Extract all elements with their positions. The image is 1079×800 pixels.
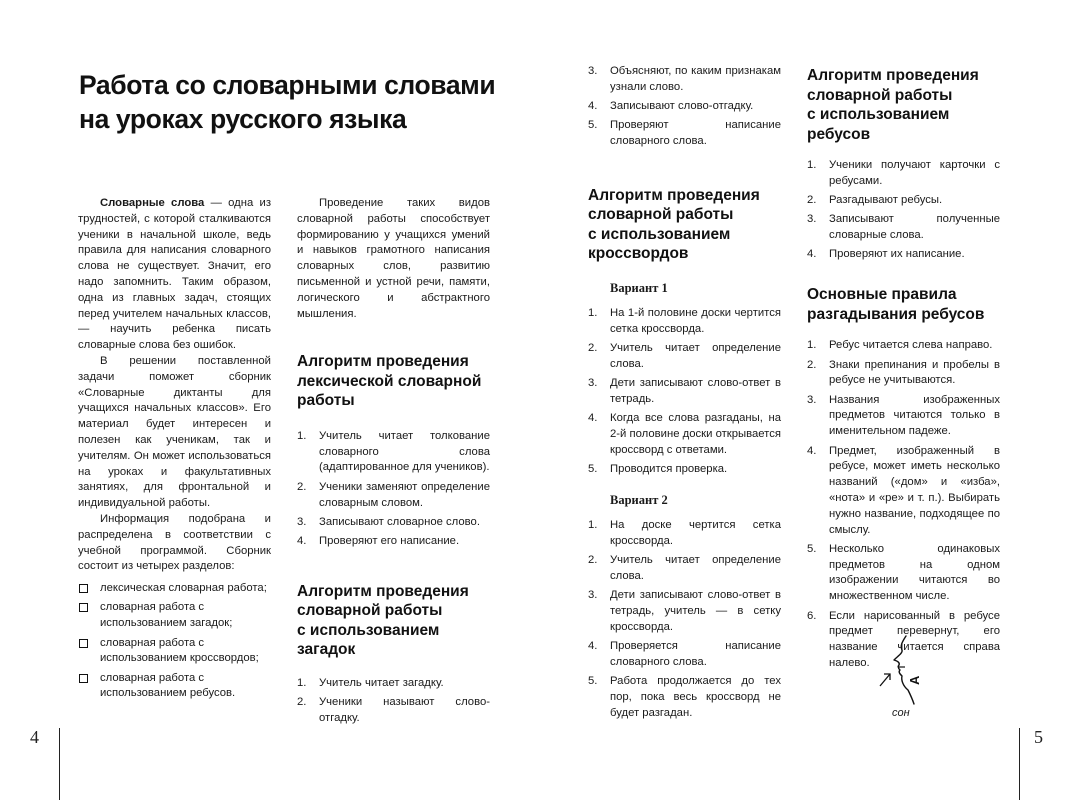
list-item: 2. Учитель читает определение слова. xyxy=(588,554,781,582)
page-number-left: 4 xyxy=(30,727,39,747)
list-item: 3. Дети записывают слово-ответ в тетрадь, учитель — в сетку кроссворда. xyxy=(588,589,781,633)
list-item: 1. Учитель читает толкование словарного слова (адаптированное для учеников). xyxy=(297,429,490,474)
list-item: 6. Если нарисованный в ребусе предмет перевернут, его название читается справа налево. xyxy=(807,609,1000,669)
list-item: 4. Предмет, изображенный в ребусе, может иметь несколько названий («дом» и «изба», «нота» и «ре» и т. п.). Выбирать нужно название, подходящее по смыслу. xyxy=(807,444,1000,536)
list-item: 5. Работа продолжается до тех пор, пока весь кроссворд не будет разгадан. xyxy=(588,675,781,719)
rebus-caption: сон xyxy=(892,707,910,719)
column-4 xyxy=(807,66,1000,675)
paragraph-3: Информация подобрана и распределена в соответствии с учебной программой. Сборник состоит из четырех разделов: xyxy=(78,512,271,573)
checkbox-bullet-icon xyxy=(79,674,88,683)
paragraph-skills: Проведение таких видов словарной работы способствует формированию у учащихся умений и навыков грамотного написания словарных слов, развитию письменной и устной речи, памяти, логического и абстрактного мышления. xyxy=(297,197,490,320)
list-item: 1. Ребус читается слева направо. xyxy=(807,339,993,352)
svg-text:А: А xyxy=(907,675,922,685)
column-2 xyxy=(297,196,490,730)
column-1 xyxy=(78,196,271,706)
checkbox-bullet-icon xyxy=(79,603,88,612)
variant-2-label: Вариант 2 xyxy=(610,492,668,507)
sections-list xyxy=(78,581,271,702)
list-item: лексическая словарная работа; xyxy=(78,581,271,597)
heading-rebus-rules: Основные правила разгадывания ребусов xyxy=(807,286,985,323)
intro-bold-term: Словарные слова xyxy=(100,197,205,209)
list-item: 5. Проверяют написание словарного слова. xyxy=(588,119,781,148)
paragraph-2: В решении поставленной задачи поможет сборник «Словарные диктанты для учащихся начальных классов». Его материал будет интересен и полезен как ученикам, так и учителям. Он может использоваться на уроках и факультативных занятиях, для фронтальной и индивидуальной работы. xyxy=(78,354,271,510)
list-item: 4. Записывают слово-отгадку. xyxy=(588,100,754,113)
list-item: 4. Проверяют их написание. xyxy=(807,248,965,261)
list-item: 3. Дети записывают слово-ответ в тетрадь. xyxy=(588,377,781,405)
list-item: 5. Проводится проверка. xyxy=(588,463,728,476)
checkbox-bullet-icon xyxy=(79,584,88,593)
column-3 xyxy=(588,64,781,725)
heading-riddles-algorithm: Алгоритм проведения словарной работы с использованием загадок xyxy=(297,582,469,659)
list-item: словарная работа с использованием кроссвордов; xyxy=(78,636,271,668)
list-item: 4. Проверяется написание словарного слова. xyxy=(588,640,781,668)
list-item: 2. Ученики называют слово-отгадку. xyxy=(297,696,490,725)
list-item: 3. Объясняют, по каким признакам узнали слово. xyxy=(588,65,781,93)
rebus-steps-list xyxy=(807,158,1000,263)
list-item: 3. Записывают словарное слово. xyxy=(297,515,480,528)
page-title xyxy=(79,68,495,136)
intro-paragraph: Словарные слова — одна из трудностей, с которой сталкиваются ученики в начальной школе, ведь правила для написания словарного слова не существует. Значит, его надо запомнить. Таким образом, одна из главных задач, стоящих перед учителем начальных классов, — научить ребенка писать словарные слова без ошибок. xyxy=(78,197,272,352)
checkbox-bullet-icon xyxy=(79,639,88,648)
list-item: 2. Учитель читает определение слова. xyxy=(588,342,781,370)
rebus-rules-list xyxy=(807,338,1000,671)
rebus-face-illustration xyxy=(872,634,932,706)
variant-2-steps-list xyxy=(588,518,781,722)
lexical-steps-list xyxy=(297,429,490,550)
list-item: словарная работа с использованием загадок; xyxy=(78,600,271,632)
list-item: 3. Названия изображенных предметов читаются только в именительном падеже. xyxy=(807,393,1000,438)
list-item: 4. Проверяют его написание. xyxy=(297,535,460,548)
right-margin-rule xyxy=(1019,728,1020,800)
variant-1-label: Вариант 1 xyxy=(610,280,668,295)
list-item: 4. Когда все слова разгаданы, на 2-й половине доски открывается кроссворд с ответами. xyxy=(588,412,781,456)
list-item: 1. На 1-й половине доски чертится сетка кроссворда. xyxy=(588,306,781,335)
title-line-1: Работа со словарными словами xyxy=(79,70,496,100)
heading-rebus-algorithm: Алгоритм проведения словарной работы с использованием ребусов xyxy=(807,67,979,143)
list-item: словарная работа с использованием ребусов. xyxy=(78,671,271,703)
list-item: 1. Ученики получают карточки с ребусами. xyxy=(807,159,1000,187)
list-item: 5. Несколько одинаковых предметов на одном изображении читаются во множественном числе. xyxy=(807,542,1000,603)
heading-lexical-algorithm: Алгоритм проведения лексической словарной работы xyxy=(297,353,482,410)
riddles-steps-continued xyxy=(588,64,781,150)
list-item: 1. На доске чертится сетка кроссворда. xyxy=(588,518,781,547)
list-item: 2. Ученики заменяют определение словарным словом. xyxy=(297,480,490,509)
variant-1-steps-list xyxy=(588,306,781,478)
list-item: 2. Знаки препинания и пробелы в ребусе не учитываются. xyxy=(807,358,1000,387)
left-margin-rule xyxy=(59,728,60,800)
title-line-2: на уроках русского языка xyxy=(79,104,407,134)
list-item: 2. Разгадывают ребусы. xyxy=(807,194,943,207)
riddles-steps-list xyxy=(297,676,490,727)
list-item: 3. Записывают полученные словарные слова. xyxy=(807,213,1000,242)
page-number-right: 5 xyxy=(1034,727,1043,747)
heading-crossword-algorithm: Алгоритм проведения словарной работы с использованием кроссвордов xyxy=(588,186,760,263)
list-item: 1. Учитель читает загадку. xyxy=(297,676,444,689)
